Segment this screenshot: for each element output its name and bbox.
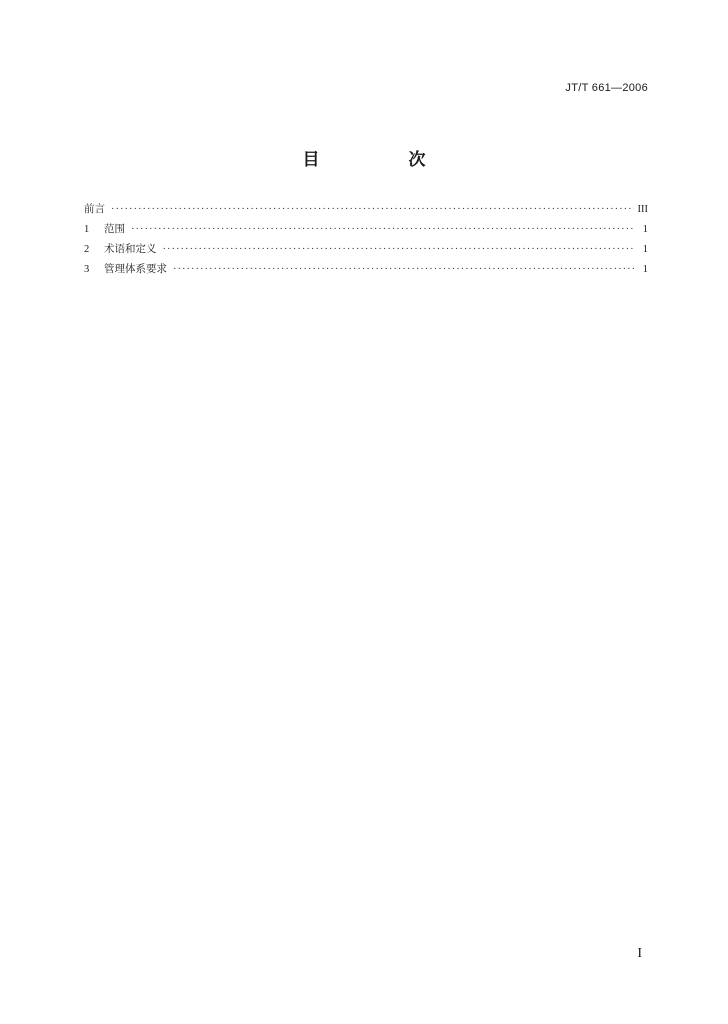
dot-leader	[173, 264, 634, 275]
toc-entry-page: 1	[642, 224, 648, 235]
toc-entry-page: 1	[642, 244, 648, 255]
toc-entry-foreword[interactable]	[84, 201, 648, 221]
toc-entry-label: 范围	[104, 223, 125, 235]
toc-entry-management-requirements[interactable]	[84, 261, 648, 281]
table-of-contents	[84, 201, 648, 281]
toc-entry-label: 前言	[84, 203, 105, 215]
toc-entry-scope[interactable]	[84, 221, 648, 241]
toc-entry-number: 2	[84, 244, 90, 255]
page-title: 目 次	[302, 150, 462, 170]
standard-code: JT/T 661—2006	[565, 82, 648, 94]
toc-entry-terms-definitions[interactable]	[84, 241, 648, 261]
toc-entry-page: III	[637, 204, 648, 215]
toc-entry-page: 1	[642, 264, 648, 275]
toc-entry-label: 管理体系要求	[104, 263, 167, 275]
toc-entry-number: 1	[84, 224, 90, 235]
toc-entry-number: 3	[84, 264, 90, 275]
toc-entry-label: 术语和定义	[104, 243, 157, 255]
dot-leader	[111, 204, 634, 215]
page-number: I	[637, 946, 642, 961]
dot-leader	[131, 224, 634, 235]
dot-leader	[163, 244, 635, 255]
